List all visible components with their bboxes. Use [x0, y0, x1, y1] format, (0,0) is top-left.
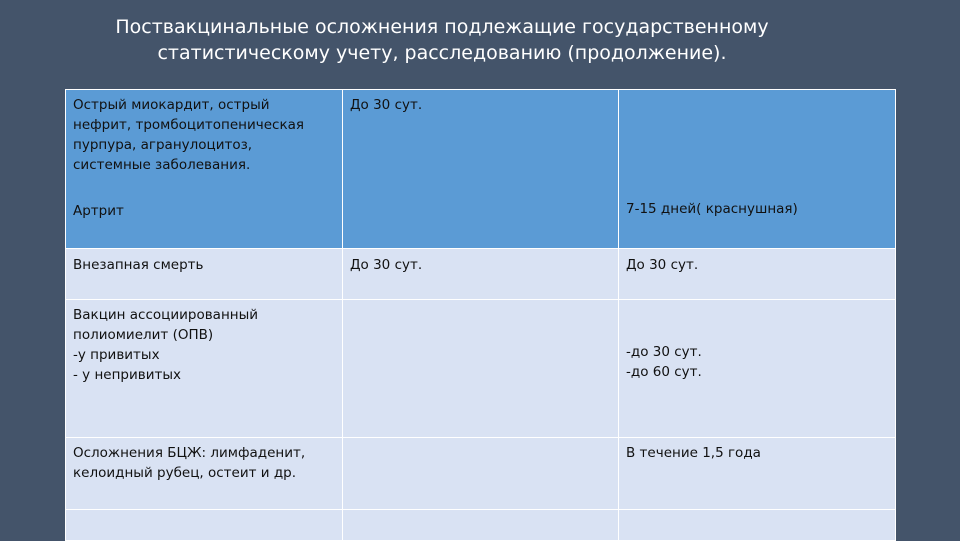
slide-title-line-2: статистическому учету, расследованию (продолжение). — [157, 42, 727, 64]
cell-text-line: нефрит, тромбоцитопеническая — [73, 117, 304, 133]
cell-text: До 30 сут. — [350, 97, 423, 113]
table-row — [66, 249, 896, 300]
table-row — [66, 300, 896, 438]
cell-text-line: -у привитых — [73, 347, 160, 363]
cell-text-line: Острый миокардит, острый — [73, 97, 270, 113]
cell-text: 7-15 дней( краснушная) — [626, 201, 798, 217]
table-cell-period-alt — [619, 300, 896, 438]
table-cell-period-alt — [619, 90, 896, 249]
cell-text-line: Осложнения БЦЖ: лимфаденит, — [73, 445, 306, 461]
cell-text-line: - у непривитых — [73, 367, 181, 383]
table-cell-condition — [66, 510, 343, 541]
table-row — [66, 90, 896, 249]
table-cell-period-alt — [619, 510, 896, 541]
table-cell-period-alt — [619, 249, 896, 300]
cell-text-line: келоидный рубец, остеит и др. — [73, 465, 297, 481]
cell-text: До 30 сут. — [350, 257, 423, 273]
cell-text-line: системные заболевания. — [73, 157, 251, 173]
table-cell-period — [343, 510, 619, 541]
cell-text-line: -до 30 сут. — [626, 344, 702, 360]
table-cell-condition — [66, 438, 343, 510]
cell-text: До 30 сут. — [626, 257, 699, 273]
table-row — [66, 510, 896, 541]
cell-text-line: Вакцин ассоциированный — [73, 307, 259, 323]
table-cell-condition — [66, 90, 343, 249]
cell-text-line: -до 60 сут. — [626, 364, 702, 380]
cell-text-line: пурпура, агранулоцитоз, — [73, 137, 253, 153]
cell-text: В течение 1,5 года — [626, 445, 761, 461]
cell-text: Внезапная смерть — [73, 257, 204, 273]
table-cell-period — [343, 300, 619, 438]
cell-text-line: полиомиелит (ОПВ) — [73, 327, 214, 343]
slide-title — [0, 14, 884, 66]
table-cell-period — [343, 438, 619, 510]
table-row — [66, 438, 896, 510]
table-cell-period — [343, 90, 619, 249]
table-cell-condition — [66, 249, 343, 300]
table-cell-period — [343, 249, 619, 300]
table-cell-condition — [66, 300, 343, 438]
complications-table — [65, 89, 896, 541]
table-cell-period-alt — [619, 438, 896, 510]
cell-text-line: Артрит — [73, 203, 124, 219]
slide-title-line-1: Поствакцинальные осложнения подлежащие государственному — [115, 16, 769, 38]
